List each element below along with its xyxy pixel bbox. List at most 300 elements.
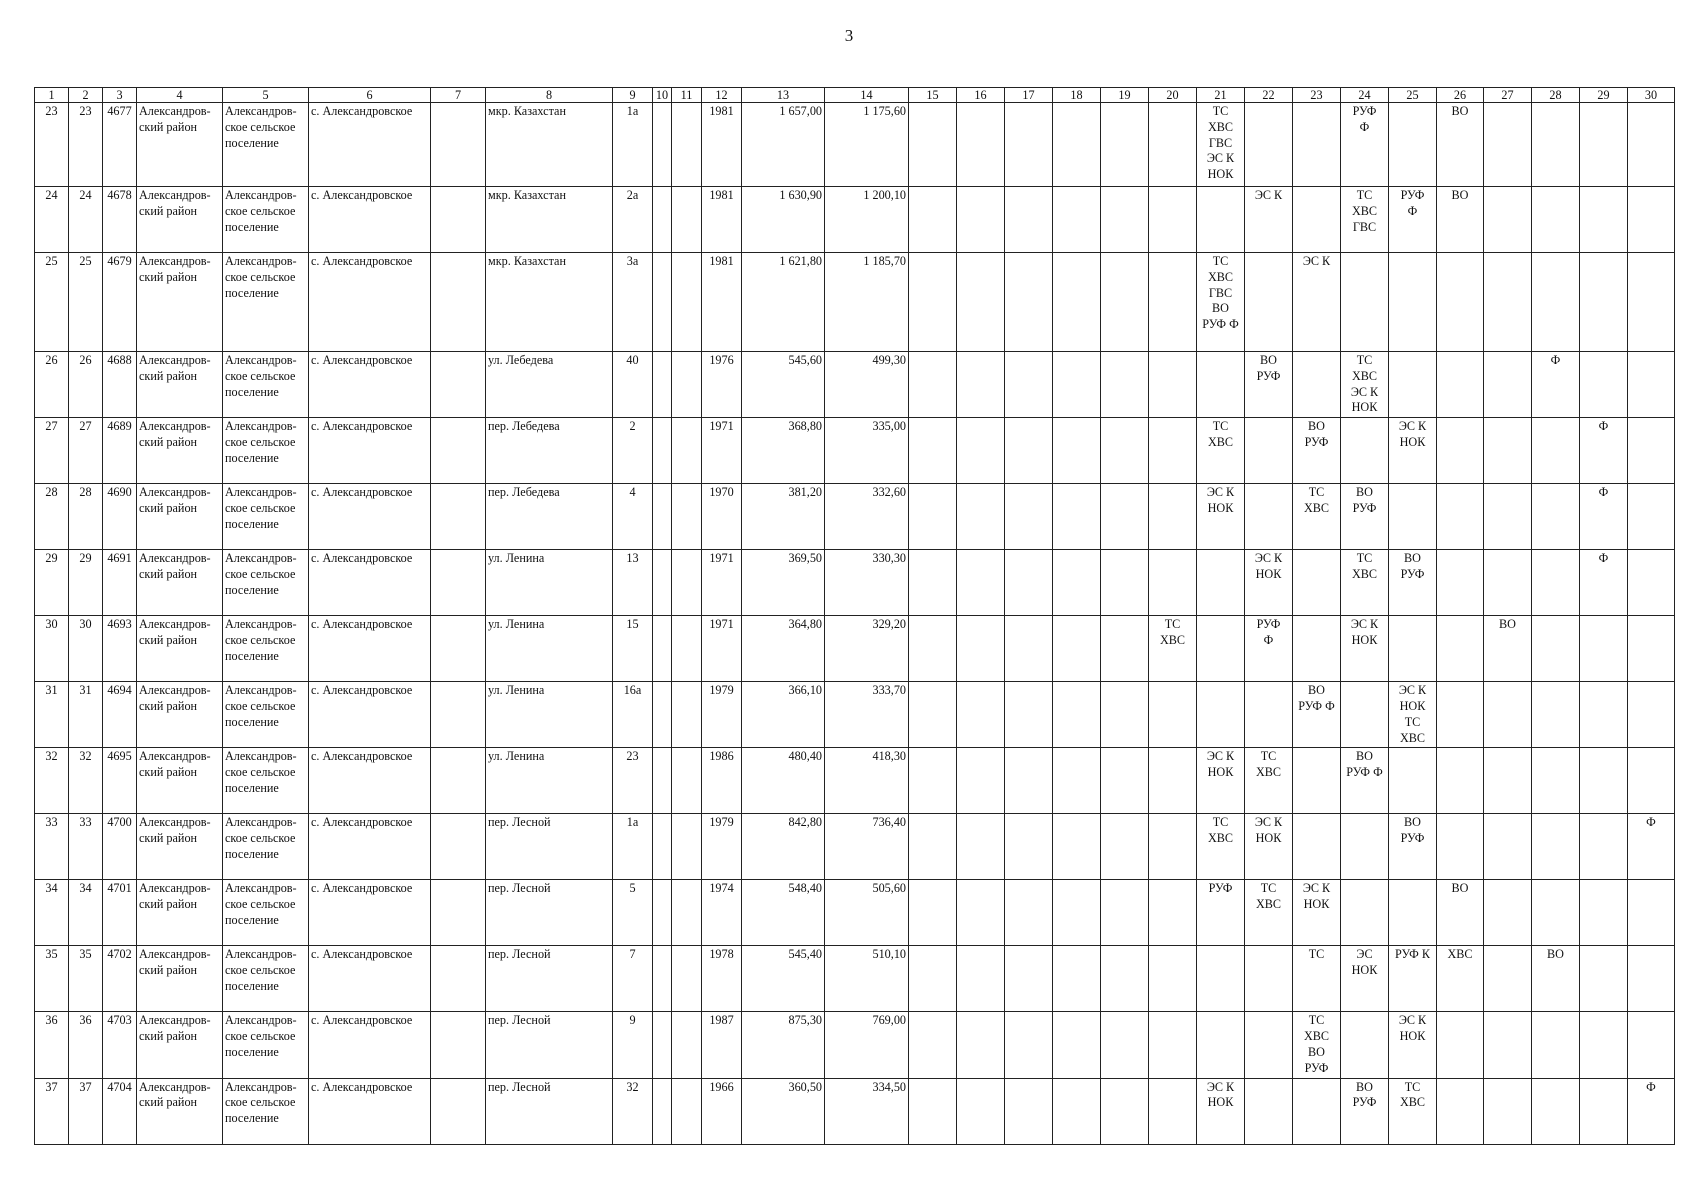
table-cell — [1149, 682, 1197, 748]
table-cell: 28 — [69, 484, 103, 550]
table-cell — [1484, 1012, 1532, 1078]
table-cell — [1053, 550, 1101, 616]
table-cell: Александров- ское сельское поселение — [223, 352, 309, 418]
table-cell: РУФ Ф — [1389, 187, 1437, 253]
table-cell: 548,40 — [742, 880, 825, 946]
table-cell — [1101, 550, 1149, 616]
table-cell — [431, 946, 486, 1012]
table-cell — [1005, 1078, 1053, 1144]
table-cell — [1101, 946, 1149, 1012]
table-cell — [672, 880, 702, 946]
table-cell — [672, 484, 702, 550]
table-cell — [1437, 682, 1484, 748]
table-cell — [1053, 1012, 1101, 1078]
table-cell: 499,30 — [825, 352, 909, 418]
table-cell: ул. Ленина — [486, 550, 613, 616]
table-cell: пер. Лесной — [486, 1012, 613, 1078]
table-row — [35, 880, 1675, 946]
table-cell: Александров- ское сельское поселение — [223, 484, 309, 550]
housing-table — [34, 87, 1675, 1145]
table-cell — [957, 616, 1005, 682]
table-cell — [1149, 550, 1197, 616]
column-header: 5 — [223, 88, 309, 103]
table-cell: 4690 — [103, 484, 137, 550]
table-cell — [909, 1012, 957, 1078]
table-cell — [1101, 682, 1149, 748]
table-cell — [909, 880, 957, 946]
table-cell: пер. Лесной — [486, 880, 613, 946]
table-cell: ЭС К НОК — [1197, 484, 1245, 550]
table-cell: 330,30 — [825, 550, 909, 616]
table-cell — [1101, 814, 1149, 880]
table-cell: Ф — [1580, 484, 1628, 550]
table-cell — [957, 682, 1005, 748]
table-cell — [1437, 352, 1484, 418]
table-cell: Александров- ский район — [137, 352, 223, 418]
table-cell — [1005, 352, 1053, 418]
table-cell — [1628, 253, 1675, 352]
table-cell — [1101, 484, 1149, 550]
table-cell — [1532, 103, 1580, 187]
table-cell — [909, 616, 957, 682]
table-cell: ЭС К НОК — [1389, 1012, 1437, 1078]
table-cell: Александров- ское сельское поселение — [223, 946, 309, 1012]
table-cell: 27 — [69, 418, 103, 484]
column-header: 28 — [1532, 88, 1580, 103]
table-cell — [1580, 1078, 1628, 1144]
column-header: 13 — [742, 88, 825, 103]
table-cell: 1981 — [702, 187, 742, 253]
table-row — [35, 1012, 1675, 1078]
table-cell — [1053, 418, 1101, 484]
table-cell: 9 — [613, 1012, 653, 1078]
table-cell — [653, 1078, 672, 1144]
table-cell: ТС ХВС — [1197, 814, 1245, 880]
column-header: 9 — [613, 88, 653, 103]
table-cell — [653, 1012, 672, 1078]
table-cell — [1197, 550, 1245, 616]
column-header: 2 — [69, 88, 103, 103]
table-cell: ТС ХВС — [1389, 1078, 1437, 1144]
column-header: 23 — [1293, 88, 1341, 103]
table-cell — [1532, 748, 1580, 814]
table-cell: ВО РУФ — [1245, 352, 1293, 418]
column-header: 24 — [1341, 88, 1389, 103]
table-cell: 1979 — [702, 814, 742, 880]
table-cell — [672, 814, 702, 880]
table-cell — [1580, 946, 1628, 1012]
table-cell — [1532, 484, 1580, 550]
table-cell — [957, 253, 1005, 352]
table-cell — [1149, 880, 1197, 946]
table-cell: 33 — [69, 814, 103, 880]
table-cell: ул. Ленина — [486, 682, 613, 748]
table-cell — [653, 550, 672, 616]
table-cell: 1986 — [702, 748, 742, 814]
table-cell: 16а — [613, 682, 653, 748]
table-cell — [653, 103, 672, 187]
table-cell — [653, 946, 672, 1012]
table-cell — [1628, 484, 1675, 550]
table-cell: ТС ХВС — [1197, 418, 1245, 484]
table-cell: 4677 — [103, 103, 137, 187]
table-cell — [1293, 616, 1341, 682]
table-cell: 1 200,10 — [825, 187, 909, 253]
table-cell — [1484, 187, 1532, 253]
table-cell — [431, 550, 486, 616]
table-cell: Александров- ский район — [137, 748, 223, 814]
table-cell — [1389, 103, 1437, 187]
table-cell — [1580, 682, 1628, 748]
table-cell — [1580, 616, 1628, 682]
table-cell: с. Александровское — [309, 616, 431, 682]
table-cell — [653, 748, 672, 814]
table-cell: Александров- ское сельское поселение — [223, 616, 309, 682]
table-cell — [1341, 682, 1389, 748]
table-cell: 381,20 — [742, 484, 825, 550]
table-cell — [1053, 814, 1101, 880]
table-cell: ЭС К НОК ТС ХВС — [1389, 682, 1437, 748]
table-cell — [431, 352, 486, 418]
table-cell: ТС ХВС — [1293, 484, 1341, 550]
table-cell — [1245, 1078, 1293, 1144]
table-cell: 23 — [613, 748, 653, 814]
table-cell: ТС ХВС — [1149, 616, 1197, 682]
table-cell: Александров- ское сельское поселение — [223, 1012, 309, 1078]
table-cell — [653, 814, 672, 880]
table-cell — [672, 103, 702, 187]
table-cell: Александров- ский район — [137, 814, 223, 880]
table-cell — [1628, 748, 1675, 814]
table-cell — [1245, 484, 1293, 550]
table-cell — [1149, 484, 1197, 550]
table-cell — [1437, 253, 1484, 352]
table-cell — [1437, 550, 1484, 616]
table-cell: 1 175,60 — [825, 103, 909, 187]
table-cell: Ф — [1580, 418, 1628, 484]
table-cell — [1053, 187, 1101, 253]
table-cell: мкр. Казахстан — [486, 187, 613, 253]
table-cell: ул. Лебедева — [486, 352, 613, 418]
table-cell — [1437, 1078, 1484, 1144]
table-cell: Александров- ский район — [137, 187, 223, 253]
table-cell: с. Александровское — [309, 352, 431, 418]
table-cell — [672, 1078, 702, 1144]
table-cell: с. Александровское — [309, 187, 431, 253]
table-cell: 37 — [69, 1078, 103, 1144]
table-cell — [1628, 880, 1675, 946]
table-cell — [1484, 880, 1532, 946]
table-cell: Александров- ское сельское поселение — [223, 682, 309, 748]
table-cell: 5 — [613, 880, 653, 946]
table-row — [35, 484, 1675, 550]
table-cell — [1437, 418, 1484, 484]
table-cell — [957, 946, 1005, 1012]
table-row — [35, 103, 1675, 187]
table-cell — [1628, 352, 1675, 418]
column-header: 27 — [1484, 88, 1532, 103]
table-cell — [1580, 103, 1628, 187]
table-cell — [653, 616, 672, 682]
table-cell: 335,00 — [825, 418, 909, 484]
table-cell: 1 657,00 — [742, 103, 825, 187]
table-cell — [1293, 352, 1341, 418]
table-cell: 1981 — [702, 103, 742, 187]
table-cell: 366,10 — [742, 682, 825, 748]
table-cell: Александров- ское сельское поселение — [223, 253, 309, 352]
table-cell: Александров- ское сельское поселение — [223, 748, 309, 814]
table-cell — [431, 484, 486, 550]
table-cell — [1389, 748, 1437, 814]
column-header: 19 — [1101, 88, 1149, 103]
column-header: 4 — [137, 88, 223, 103]
table-cell: пер. Лесной — [486, 814, 613, 880]
table-cell — [1628, 187, 1675, 253]
table-row — [35, 253, 1675, 352]
table-cell: 769,00 — [825, 1012, 909, 1078]
table-cell: 1979 — [702, 682, 742, 748]
table-cell — [909, 484, 957, 550]
table-cell — [1005, 484, 1053, 550]
table-cell: Александров- ский район — [137, 484, 223, 550]
table-cell — [1005, 946, 1053, 1012]
table-cell: 7 — [613, 946, 653, 1012]
table-cell — [909, 682, 957, 748]
table-cell — [1628, 103, 1675, 187]
table-cell: 369,50 — [742, 550, 825, 616]
table-cell — [1245, 103, 1293, 187]
table-row — [35, 814, 1675, 880]
table-cell: с. Александровское — [309, 253, 431, 352]
table-cell: с. Александровское — [309, 484, 431, 550]
column-header: 8 — [486, 88, 613, 103]
table-cell: 34 — [35, 880, 69, 946]
table-cell — [672, 550, 702, 616]
table-cell: ТС ХВС ГВС ЭС К НОК — [1197, 103, 1245, 187]
table-cell: Александров- ский район — [137, 616, 223, 682]
table-cell — [1149, 418, 1197, 484]
table-cell — [1005, 187, 1053, 253]
table-cell — [1293, 103, 1341, 187]
table-cell: 1976 — [702, 352, 742, 418]
table-cell — [431, 103, 486, 187]
table-cell — [957, 352, 1005, 418]
table-cell — [431, 1078, 486, 1144]
table-cell: ЭС К НОК — [1197, 1078, 1245, 1144]
table-cell — [1053, 1078, 1101, 1144]
column-header: 26 — [1437, 88, 1484, 103]
table-cell — [1053, 352, 1101, 418]
table-cell: ВО РУФ Ф — [1293, 682, 1341, 748]
table-cell — [431, 616, 486, 682]
table-cell — [1532, 253, 1580, 352]
table-row — [35, 682, 1675, 748]
table-cell: мкр. Казахстан — [486, 103, 613, 187]
table-cell — [431, 814, 486, 880]
table-cell — [653, 418, 672, 484]
table-cell — [653, 880, 672, 946]
table-cell — [1005, 748, 1053, 814]
column-header: 29 — [1580, 88, 1628, 103]
table-cell: ул. Ленина — [486, 748, 613, 814]
table-cell — [1389, 352, 1437, 418]
table-cell — [957, 187, 1005, 253]
table-cell — [1245, 253, 1293, 352]
table-cell — [1101, 1078, 1149, 1144]
table-cell: ТС ХВС ГВС ВО РУФ Ф — [1197, 253, 1245, 352]
table-cell — [1005, 880, 1053, 946]
table-cell — [1437, 814, 1484, 880]
table-cell: с. Александровское — [309, 550, 431, 616]
table-cell — [957, 484, 1005, 550]
table-row — [35, 187, 1675, 253]
table-cell — [1197, 682, 1245, 748]
table-cell: Александров- ский район — [137, 682, 223, 748]
table-cell — [1484, 682, 1532, 748]
table-cell — [653, 253, 672, 352]
table-cell — [1389, 880, 1437, 946]
table-cell — [1005, 103, 1053, 187]
table-cell: с. Александровское — [309, 1078, 431, 1144]
table-cell: РУФ Ф — [1341, 103, 1389, 187]
page-number: 3 — [844, 26, 854, 45]
table-cell — [1532, 418, 1580, 484]
table-cell: с. Александровское — [309, 103, 431, 187]
column-header: 16 — [957, 88, 1005, 103]
table-cell: 30 — [35, 616, 69, 682]
table-cell — [1580, 352, 1628, 418]
table-cell — [1101, 418, 1149, 484]
table-cell: 1 185,70 — [825, 253, 909, 352]
table-cell — [909, 1078, 957, 1144]
table-cell — [1484, 748, 1532, 814]
table-cell: ВО — [1484, 616, 1532, 682]
table-cell — [672, 187, 702, 253]
table-cell — [1341, 880, 1389, 946]
table-cell: с. Александровское — [309, 814, 431, 880]
table-cell: пер. Лесной — [486, 946, 613, 1012]
table-cell: 13 — [613, 550, 653, 616]
table-cell — [1149, 103, 1197, 187]
table-cell — [909, 352, 957, 418]
table-cell: 4678 — [103, 187, 137, 253]
table-cell: Александров- ский район — [137, 253, 223, 352]
table-cell: 480,40 — [742, 748, 825, 814]
table-cell — [1532, 1078, 1580, 1144]
table-cell: 4694 — [103, 682, 137, 748]
table-cell — [1484, 103, 1532, 187]
table-cell: РУФ Ф — [1245, 616, 1293, 682]
table-cell — [1005, 814, 1053, 880]
table-cell: 545,60 — [742, 352, 825, 418]
table-cell — [1101, 253, 1149, 352]
table-cell: Ф — [1628, 1078, 1675, 1144]
table-cell: 1971 — [702, 418, 742, 484]
table-cell: 30 — [69, 616, 103, 682]
table-cell: 27 — [35, 418, 69, 484]
table-cell: ЭС К НОК — [1245, 814, 1293, 880]
table-cell — [1101, 103, 1149, 187]
table-cell — [957, 748, 1005, 814]
table-cell — [1532, 814, 1580, 880]
table-cell — [1101, 352, 1149, 418]
table-cell: с. Александровское — [309, 748, 431, 814]
table-cell — [1580, 253, 1628, 352]
table-cell — [1484, 352, 1532, 418]
table-cell — [1101, 880, 1149, 946]
table-cell: ВО РУФ — [1293, 418, 1341, 484]
table-cell: РУФ — [1197, 880, 1245, 946]
table-cell: Александров- ский район — [137, 550, 223, 616]
table-cell: 1978 — [702, 946, 742, 1012]
column-header: 7 — [431, 88, 486, 103]
table-cell: Александров- ский район — [137, 103, 223, 187]
table-cell: 4703 — [103, 1012, 137, 1078]
table-cell: 1 621,80 — [742, 253, 825, 352]
table-cell: ВО РУФ — [1341, 484, 1389, 550]
table-cell — [1484, 550, 1532, 616]
table-cell: 329,20 — [825, 616, 909, 682]
column-header: 17 — [1005, 88, 1053, 103]
table-cell — [957, 814, 1005, 880]
table-cell — [1245, 1012, 1293, 1078]
column-header: 6 — [309, 88, 431, 103]
table-cell: ТС ХВС ВО РУФ — [1293, 1012, 1341, 1078]
table-cell — [1437, 748, 1484, 814]
table-cell — [1101, 187, 1149, 253]
table-cell — [1053, 253, 1101, 352]
table-cell — [1149, 748, 1197, 814]
table-cell — [909, 814, 957, 880]
table-cell — [431, 682, 486, 748]
table-cell: 4691 — [103, 550, 137, 616]
table-cell: с. Александровское — [309, 418, 431, 484]
table-cell: 332,60 — [825, 484, 909, 550]
table-cell — [1484, 253, 1532, 352]
table-cell: ВО — [1437, 187, 1484, 253]
table-cell: 333,70 — [825, 682, 909, 748]
table-cell — [672, 616, 702, 682]
table-cell: с. Александровское — [309, 880, 431, 946]
table-cell: 418,30 — [825, 748, 909, 814]
table-cell — [1580, 880, 1628, 946]
table-cell: 1981 — [702, 253, 742, 352]
table-cell — [431, 418, 486, 484]
table-cell — [1005, 550, 1053, 616]
table-cell — [1580, 748, 1628, 814]
table-cell: 4688 — [103, 352, 137, 418]
table-cell: 875,30 — [742, 1012, 825, 1078]
table-cell — [909, 946, 957, 1012]
table-cell: Александров- ское сельское поселение — [223, 103, 309, 187]
table-cell — [909, 418, 957, 484]
table-cell — [1580, 814, 1628, 880]
column-header: 3 — [103, 88, 137, 103]
column-number-row — [35, 88, 1675, 103]
table-cell: 4704 — [103, 1078, 137, 1144]
table-cell: 360,50 — [742, 1078, 825, 1144]
table-cell — [1532, 187, 1580, 253]
table-cell: Ф — [1628, 814, 1675, 880]
table-cell: 4701 — [103, 880, 137, 946]
table-cell: 35 — [69, 946, 103, 1012]
table-cell — [672, 352, 702, 418]
table-cell: 1987 — [702, 1012, 742, 1078]
table-cell: 368,80 — [742, 418, 825, 484]
table-cell — [957, 880, 1005, 946]
table-cell — [1341, 253, 1389, 352]
table-cell: ТС ХВС — [1341, 550, 1389, 616]
